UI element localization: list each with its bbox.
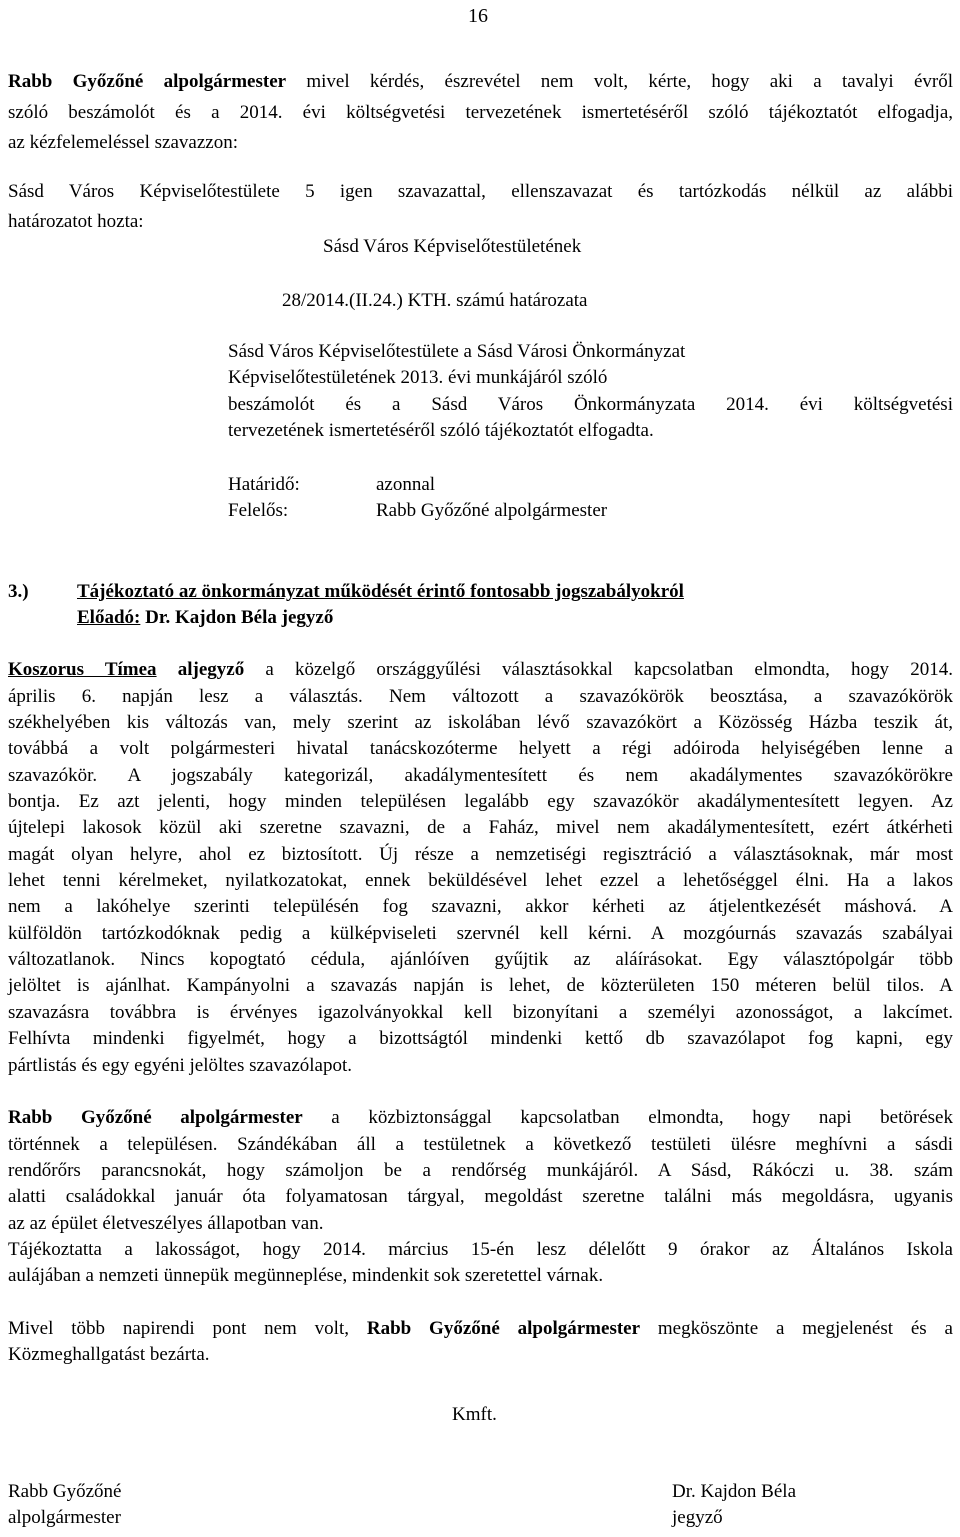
deadline-value: azonnal: [376, 474, 436, 495]
notary-role: aljegyző: [156, 659, 245, 680]
resolution-text-4: tervezetének ismertetéséről szóló tájékoztatót elfogadta.: [228, 420, 654, 441]
mayor-line-4: alatti családokkal január óta folyamatosan tárgyal, megoldást szeretne találni más megoldásra, ugyanis: [8, 1186, 953, 1207]
notary-line-3: székhelyében kis változás van, mely szerint az iskolában lévő szavazókört a Közösség Házba teszik át,: [8, 712, 953, 733]
resolution-text-2: Képviselőtestületének 2013. évi munkájáról szóló: [228, 367, 608, 388]
closing-suffix: megköszönte a megjelenést és a: [640, 1318, 953, 1339]
notary-line-12: változatlanok. Nincs kopogtató cédula, ajánlóíven gyűjtik az aláírásokat. Egy választópolgár több: [8, 949, 953, 970]
notary-line-10: nem a lakóhelye szerinti településén fog szavazni, akkor kérheti az átjelentkezését máshová. A: [8, 896, 953, 917]
closing-line-2: Közmeghallgatást bezárta.: [8, 1344, 210, 1365]
notary-line-4: továbbá a volt polgármesteri hivatal tanácskozóterme helyett a régi adóiroda helyiségében lenne a: [8, 738, 953, 759]
signature-left-title: alpolgármester: [8, 1507, 121, 1528]
presenter-name: Dr. Kajdon Béla jegyző: [145, 607, 334, 628]
mayor-line-2: történnek a településen. Szándékában áll a testületnek a következő testületi ülésre meghívni a sásdi: [8, 1134, 953, 1155]
resolution-text-1: Sásd Város Képviselőtestülete a Sásd Városi Önkormányzat: [228, 341, 686, 362]
notary-line-16: pártlistás és egy egyéni jelöltes szavazólapot.: [8, 1055, 352, 1076]
signature-right-title: jegyző: [672, 1507, 723, 1528]
mayor-speaker: Rabb Győzőné alpolgármester: [8, 1107, 303, 1128]
notary-line-6: bontja. Ez azt jelenti, hogy minden településen legalább egy szavazókör akadálymentesített legyen. Az: [8, 791, 953, 812]
mayor-line-7: aulájában a nemzeti ünnepük megünneplése, mindenkit sok szeretettel várnak.: [8, 1265, 604, 1286]
notary-line-1: [8, 659, 953, 681]
agenda-number: 3.): [8, 581, 29, 602]
mayor-line-6: Tájékoztatta a lakosságot, hogy 2014. március 15-én lesz délelőtt 9 órakor az Általános Iskola: [8, 1239, 953, 1260]
signature-left-name: Rabb Győzőné: [8, 1481, 122, 1502]
mayor-line-5: az az épület életveszélyes állapotban van.: [8, 1213, 324, 1234]
mayor-line-1: [8, 1107, 953, 1129]
resolution-body-name: Sásd Város Képviselőtestületének: [323, 236, 582, 257]
notary-line-14: szavazásra továbbra is érvényes igazolványokkal kell bizonyítani a személyi azonosságot, a lakcímet.: [8, 1002, 953, 1023]
closing-prefix: Mivel több napirendi pont nem volt,: [8, 1318, 367, 1339]
resolution-text-3: beszámolót és a Sásd Város Önkormányzata 2014. évi költségvetési: [228, 394, 953, 415]
agenda-title: Tájékoztató az önkormányzat működését érintő fontosabb jogszabályokról: [77, 581, 684, 602]
presenter-label: Előadó:: [77, 607, 141, 628]
vote-line-1: Sásd Város Képviselőtestülete 5 igen szavazattal, ellenszavazat és tartózkodás nélkül az alábbi: [8, 181, 953, 202]
responsible-label: Felelős:: [228, 500, 289, 521]
notary-line-2: április 6. napján lesz a választás. Nem változott a szavazókörök beosztása, a szavazókörök: [8, 686, 953, 707]
closing-speaker: Rabb Győzőné alpolgármester: [366, 1318, 641, 1339]
mayor-text: a közbiztonsággal kapcsolatban elmondta, hogy napi betörések: [302, 1107, 953, 1128]
intro-line-2: szóló beszámolót és a 2014. évi költségvetési tervezetének ismertetéséről szóló tájékoztatót elfogadja,: [8, 102, 953, 123]
notary-line-7: újtelepi lakosok közül aki szeretne szavazni, de a Faház, mivel nem akadálymentesített, ezért átkérheti: [8, 817, 953, 838]
responsible-value: Rabb Győzőné alpolgármester: [376, 500, 608, 521]
intro-line-1: [8, 71, 953, 93]
page-number: 16: [468, 5, 488, 27]
vote-line-2: határozatot hozta:: [8, 211, 144, 232]
resolution-number: 28/2014.(II.24.) KTH. számú határozata: [282, 290, 588, 311]
deadline-label: Határidő:: [228, 474, 300, 495]
intro-text: mivel kérdés, észrevétel nem volt, kérte, hogy aki a tavalyi évről: [286, 71, 953, 92]
signature-right-name: Dr. Kajdon Béla: [672, 1481, 797, 1502]
notary-text: a közelgő országgyűlési választásokkal kapcsolatban elmondta, hogy 2014.: [244, 659, 953, 680]
agenda-presenter: [77, 607, 333, 629]
intro-speaker: Rabb Győzőné alpolgármester: [8, 71, 287, 92]
notary-line-9: lehet tenni kérelmeket, nyilatkozatokat, ennek beküldésével lehet ezzel a lehetőséggel élni. Ha a lakos: [8, 870, 953, 891]
mayor-line-3: rendőrőrs parancsnokát, hogy számoljon be a rendőrség munkájáról. A Sásd, Rákóczi u. 38. szám: [8, 1160, 953, 1181]
notary-line-8: magát olyan helyre, ahol ez biztosított. Új része a nemzetiségi regisztráció a választásoknak, már most: [8, 844, 953, 865]
notary-line-13: jelöltet is ajánlhat. Kampányolni a szavazás napján is lehet, de közterületen 150 méteren belül tilos. A: [8, 975, 953, 996]
intro-line-3: az kézfelemeléssel szavazzon:: [8, 132, 238, 153]
kmft: Kmft.: [452, 1404, 497, 1425]
notary-speaker: Koszorus Tímea: [8, 659, 157, 680]
closing-line-1: [8, 1318, 953, 1340]
notary-line-15: Felhívta mindenki figyelmét, hogy a bizottságtól mindenki kettő db szavazólapot fog kapni, egy: [8, 1028, 953, 1049]
notary-line-5: szavazókör. A jogszabály kategorizál, akadálymentesített és nem akadálymentes szavazókörökre: [8, 765, 953, 786]
notary-line-11: külföldön tartózkodóknak pedig a külképviseleti szervnél kell kérni. A mozgóurnás szavazás szabályai: [8, 923, 953, 944]
